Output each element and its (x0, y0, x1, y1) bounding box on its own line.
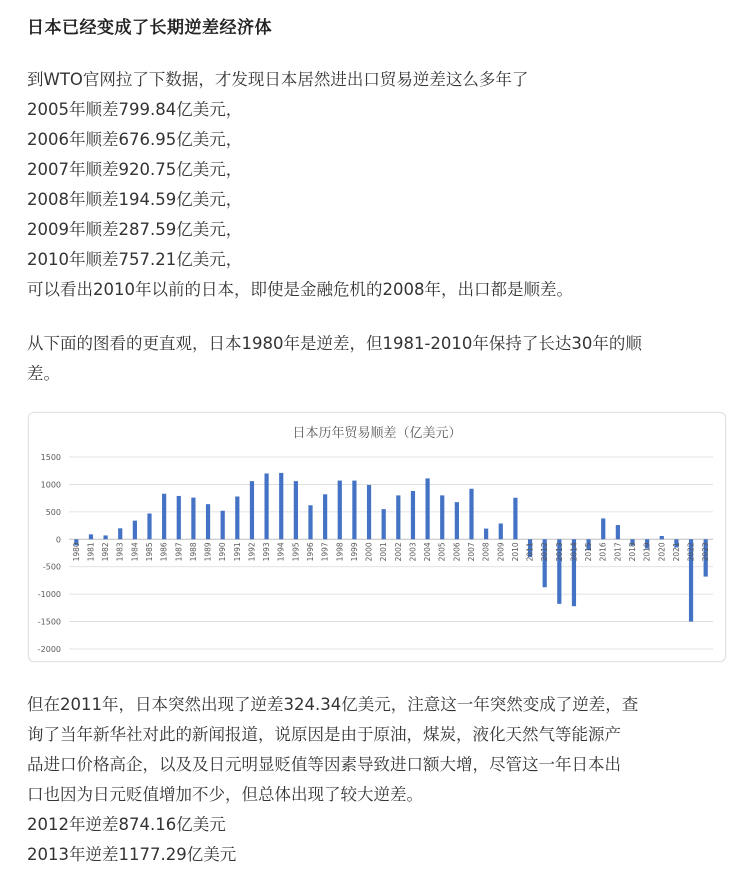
bar (469, 489, 473, 540)
x-tick-label: 1997 (320, 542, 330, 562)
x-tick-label: 1982 (101, 542, 111, 562)
y-tick-label: -1500 (37, 617, 61, 627)
x-tick-label: 2005 (437, 542, 447, 562)
x-tick-label: 2015 (584, 542, 594, 562)
x-tick-label: 2022 (686, 542, 696, 562)
bar (425, 478, 429, 539)
text-line: 2006年顺差676.95亿美元， (27, 130, 243, 149)
x-tick-label: 2000 (364, 542, 374, 562)
bar (221, 511, 225, 540)
x-tick-label: 2023 (701, 542, 711, 562)
text-line: 差。 (27, 364, 60, 383)
x-tick-label: 1990 (218, 542, 228, 562)
x-tick-label: 1987 (174, 542, 184, 562)
bar (89, 534, 93, 539)
bar (279, 473, 283, 539)
text-line: 2013年逆差1177.29亿美元 (27, 845, 237, 864)
bar (440, 495, 444, 539)
text-line: 可以看出2010年以前的日本，即使是金融危机的2008年，出口都是顺差。 (27, 280, 573, 299)
chart-image (28, 412, 726, 662)
x-tick-label: 2011 (525, 542, 535, 562)
text-line: 但在2011年，日本突然出现了逆差324.34亿美元，注意这一年突然变成了逆差，查 (27, 695, 639, 714)
y-tick-label: 500 (45, 507, 61, 517)
y-tick-label: -2000 (37, 645, 61, 654)
x-tick-label: 2014 (569, 542, 579, 562)
bar (294, 481, 298, 539)
paragraph-chart-intro (27, 329, 727, 389)
x-tick-label: 1980 (71, 542, 81, 562)
bar (103, 535, 107, 539)
article-title: 日本已经变成了长期逆差经济体 (27, 18, 272, 38)
text-line: 2007年顺差920.75亿美元， (27, 160, 243, 179)
x-tick-label: 2003 (408, 542, 418, 562)
x-tick-label: 2021 (671, 542, 681, 562)
bar (162, 494, 166, 540)
y-tick-label: 1500 (40, 453, 61, 462)
bar (616, 525, 620, 539)
x-tick-label: 1989 (203, 542, 213, 562)
y-tick-label: -1000 (37, 590, 61, 600)
bar (206, 504, 210, 539)
x-tick-label: 1983 (115, 542, 125, 562)
bar (264, 473, 268, 539)
y-tick-label: -500 (42, 562, 61, 572)
x-tick-label: 1995 (291, 542, 301, 562)
text-line: 2010年顺差757.21亿美元， (27, 250, 243, 269)
x-tick-label: 1986 (159, 542, 169, 562)
paragraph-intro (27, 65, 727, 305)
x-tick-label: 1985 (145, 542, 154, 562)
paragraph-deficit (27, 690, 727, 870)
bar (601, 518, 605, 539)
x-tick-label: 2002 (393, 542, 403, 562)
x-tick-label: 2017 (613, 542, 623, 562)
x-tick-label: 1994 (276, 542, 286, 562)
bar (147, 514, 151, 540)
text-line: 2005年顺差799.84亿美元， (27, 100, 243, 119)
x-tick-label: 1992 (247, 542, 257, 562)
x-tick-label: 1999 (349, 542, 359, 562)
text-line: 品进口价格高企，以及及日元明显贬值等因素导致进口额大增，尽管这一年日本出 (27, 755, 621, 774)
bar (396, 495, 400, 539)
text-line: 2009年顺差287.59亿美元， (27, 220, 243, 239)
x-tick-label: 2008 (481, 542, 491, 562)
x-tick-label: 2001 (379, 542, 389, 562)
bar (382, 509, 386, 539)
bar (455, 502, 459, 539)
bar (352, 481, 356, 540)
text-line: 到WTO官网拉了下数据，才发现日本居然进出口贸易逆差这么多年了 (27, 70, 529, 89)
bar (323, 494, 327, 539)
x-tick-label: 2019 (642, 542, 652, 562)
y-tick-label: 1000 (40, 480, 61, 490)
text-line: 2008年顺差194.59亿美元， (27, 190, 243, 209)
bar (367, 485, 371, 539)
x-tick-label: 1996 (306, 542, 315, 562)
text-line: 口也因为日元贬值增加不少，但总体出现了较大逆差。 (27, 785, 423, 804)
bar (660, 536, 664, 539)
x-tick-label: 2012 (540, 542, 550, 562)
bar (191, 498, 195, 540)
text-line: 2012年逆差874.16亿美元 (27, 815, 226, 834)
x-tick-label: 2010 (510, 542, 520, 562)
text-line: 询了当年新华社对此的新闻报道，说原因是由于原油，煤炭，液化天然气等能源产 (27, 725, 621, 744)
bar (338, 481, 342, 540)
y-tick-label: 0 (55, 535, 61, 545)
chart-title: 日本历年贸易顺差（亿美元） (292, 426, 462, 441)
x-tick-label: 2013 (554, 542, 564, 562)
x-tick-label: 2007 (467, 542, 476, 562)
x-tick-label: 2009 (496, 542, 506, 562)
bar (118, 528, 122, 539)
x-tick-label: 2016 (598, 542, 608, 562)
bar (133, 521, 137, 540)
x-tick-label: 1998 (335, 542, 345, 562)
bar (308, 505, 312, 539)
bar (235, 496, 239, 539)
bar (250, 481, 254, 539)
x-tick-label: 1991 (232, 542, 242, 562)
x-tick-label: 1988 (188, 542, 198, 562)
text-line: 从下面的图看的更直观，日本1980年是逆差，但1981-2010年保持了长达30年的顺 (27, 334, 642, 353)
bar (484, 529, 488, 540)
x-tick-label: 1981 (86, 542, 96, 562)
x-tick-label: 2018 (628, 542, 637, 562)
x-tick-label: 1993 (262, 542, 272, 562)
bar (411, 491, 415, 539)
x-tick-label: 1984 (130, 542, 140, 562)
bar (177, 496, 181, 539)
x-tick-label: 2006 (452, 542, 462, 562)
x-tick-label: 2020 (657, 542, 667, 562)
bar (513, 498, 517, 540)
bar (499, 523, 503, 539)
trade-balance-chart (29, 413, 725, 661)
x-tick-label: 2004 (423, 542, 433, 562)
